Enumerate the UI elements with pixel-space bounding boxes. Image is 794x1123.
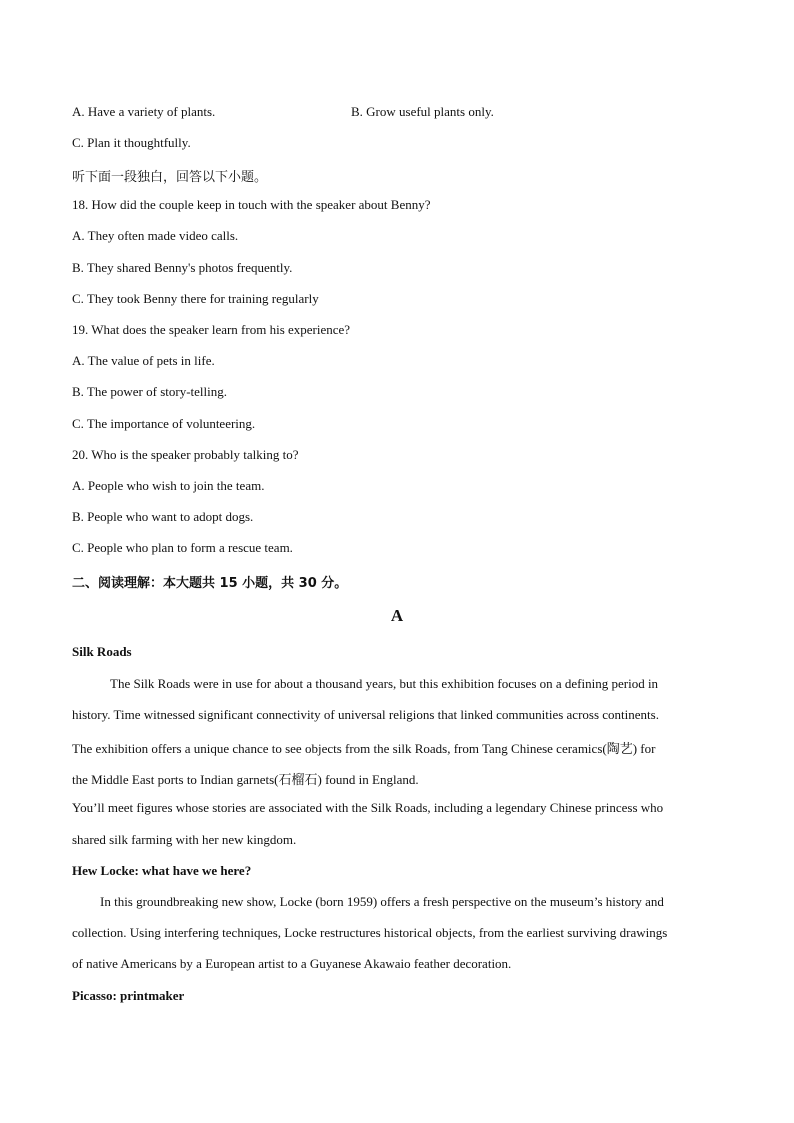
silk-roads-line-2: history. Time witnessed significant connectivity of universal religions that linked communities across continents. xyxy=(72,707,659,722)
monologue-intro: 听下面一段独白，回答以下小题。 xyxy=(72,170,268,185)
silk-roads-line-3: The exhibition offers a unique chance to see objects from the silk Roads, from Tang Chinese ceramics(陶艺) for xyxy=(72,741,656,756)
hew-locke-line-1: In this groundbreaking new show, Locke (born 1959) offers a fresh perspective on the museum’s history and xyxy=(100,894,664,909)
silk-roads-line-4: the Middle East ports to Indian garnets(石榴石) found in England. xyxy=(72,772,419,787)
hew-locke-title: Hew Locke: what have we here? xyxy=(72,863,252,878)
silk-roads-title: Silk Roads xyxy=(72,644,132,659)
section-heading: 二、阅读理解：本大题共 15 小题，共 30 分。 xyxy=(72,576,348,591)
q17-option-a: A. Have a variety of plants. xyxy=(72,104,216,119)
q19-question: 19. What does the speaker learn from his experience? xyxy=(72,322,351,337)
q19-option-b: B. The power of story-telling. xyxy=(72,384,228,399)
q19-option-a: A. The value of pets in life. xyxy=(72,353,215,368)
q20-option-b: B. People who want to adopt dogs. xyxy=(72,509,254,524)
q17-option-b: B. Grow useful plants only. xyxy=(351,104,494,119)
silk-roads-line-5: You’ll meet figures whose stories are associated with the Silk Roads, including a legendary Chinese princess who xyxy=(72,800,664,815)
q20-option-a: A. People who wish to join the team. xyxy=(72,478,265,493)
q20-option-c: C. People who plan to form a rescue team. xyxy=(72,540,293,555)
q19-option-c: C. The importance of volunteering. xyxy=(72,416,256,431)
picasso-title: Picasso: printmaker xyxy=(72,988,185,1003)
q17-option-c: C. Plan it thoughtfully. xyxy=(72,135,191,150)
q20-question: 20. Who is the speaker probably talking to? xyxy=(72,447,299,462)
hew-locke-line-2: collection. Using interfering techniques, Locke restructures historical objects, from the earliest surviving drawings xyxy=(72,925,668,940)
hew-locke-line-3: of native Americans by a European artist to a Guyanese Akawaio feather decoration. xyxy=(72,956,512,971)
silk-roads-line-6: shared silk farming with her new kingdom. xyxy=(72,832,297,847)
q18-option-c: C. They took Benny there for training regularly xyxy=(72,291,319,306)
passage-letter: A xyxy=(390,606,404,625)
q18-question: 18. How did the couple keep in touch with the speaker about Benny? xyxy=(72,197,431,212)
silk-roads-line-1: The Silk Roads were in use for about a thousand years, but this exhibition focuses on a defining period in xyxy=(110,676,659,691)
q18-option-b: B. They shared Benny's photos frequently. xyxy=(72,260,293,275)
q18-option-a: A. They often made video calls. xyxy=(72,228,239,243)
